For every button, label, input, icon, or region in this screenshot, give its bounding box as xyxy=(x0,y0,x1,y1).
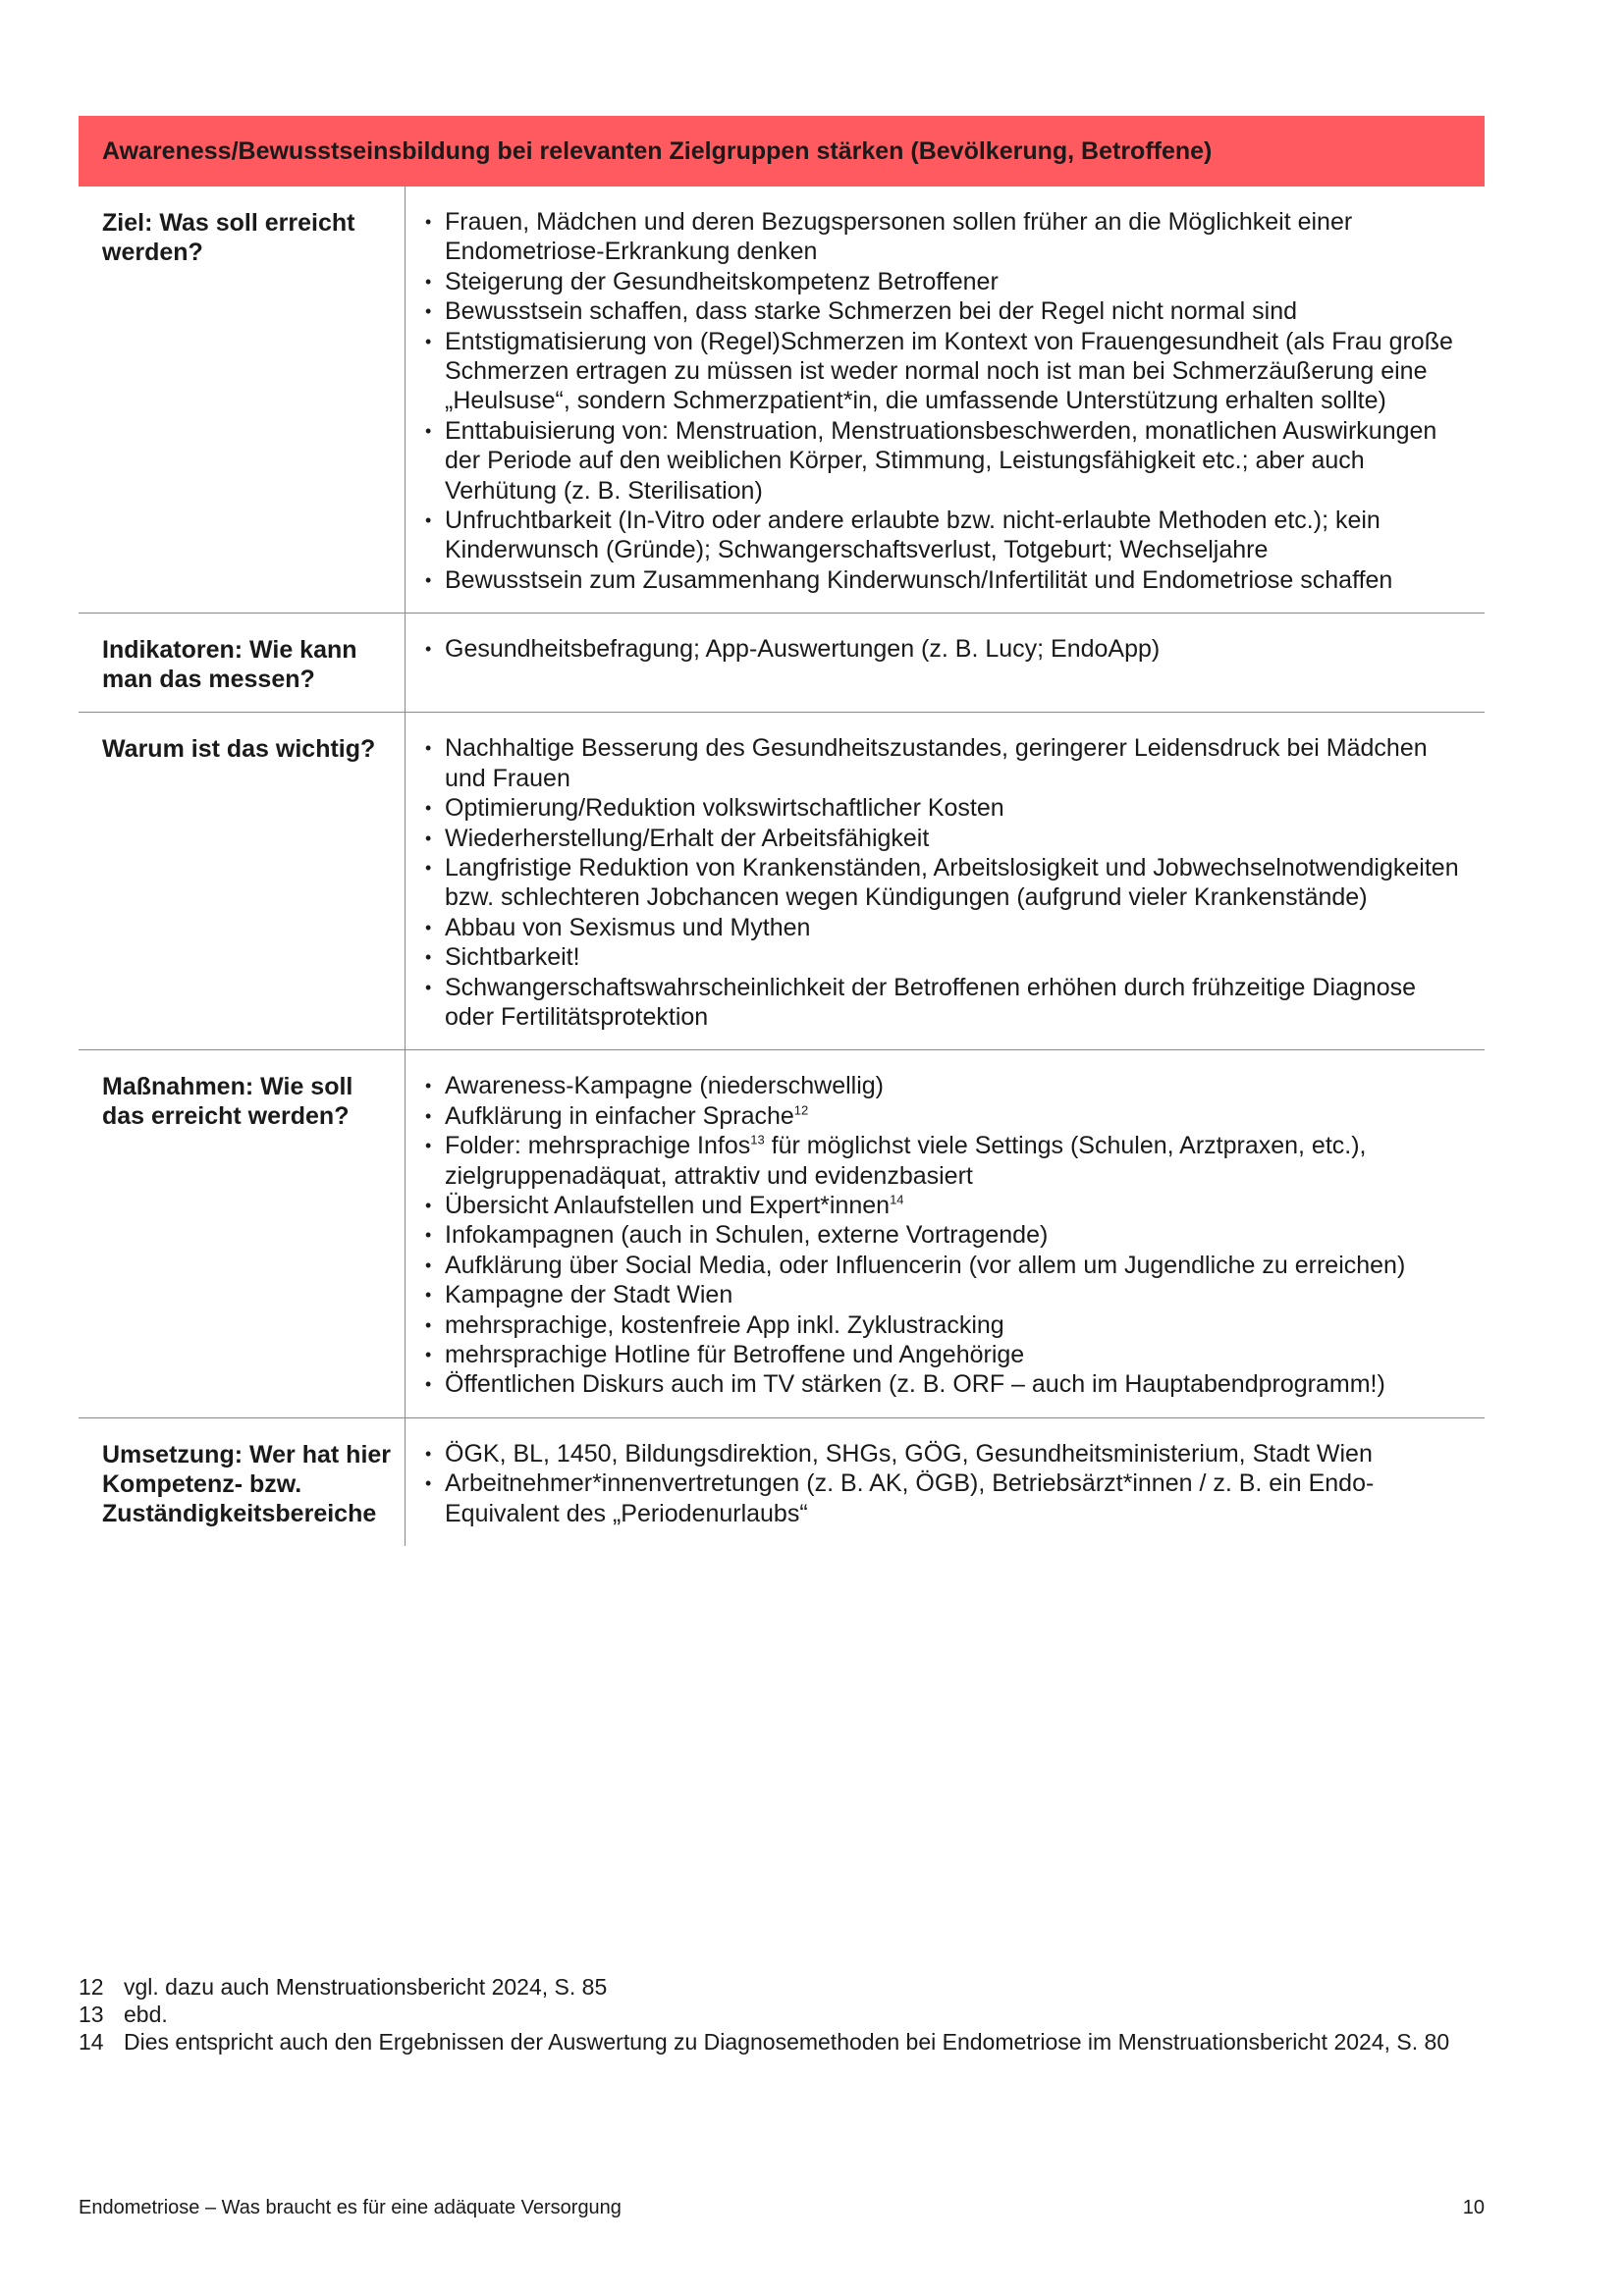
list-item: • Langfristige Reduktion von Krankenständen, Arbeitslosigkeit und Jobwechselnotwendigkeiten bzw. schlechteren Jobchancen wegen Kündigungen (aufgrund vieler Krankenstände) xyxy=(425,853,1465,913)
footnote xyxy=(79,2001,1492,2028)
list-item: • Unfruchtbarkeit (In-Vitro oder andere erlaubte bzw. nicht-erlaubte Methoden etc.); kein Kinderwunsch (Gründe); Schwangerschaftsverlust, Totgeburt; Wechseljahre xyxy=(425,506,1465,565)
table-row-ziel xyxy=(79,187,1485,614)
row-label: Maßnahmen: Wie soll das erreicht werden? xyxy=(79,1050,406,1416)
item-text: Folder: mehrsprachige Infos xyxy=(445,1132,751,1160)
footer-title: Endometriose – Was braucht es für eine adäquate Versorgung xyxy=(79,2197,622,2218)
list-item: • Gesundheitsbefragung; App-Auswertungen (z. B. Lucy; EndoApp) xyxy=(425,634,1465,664)
table-row-warum xyxy=(79,713,1485,1050)
table-header: Awareness/Bewusstseinsbildung bei relevanten Zielgruppen stärken (Bevölkerung, Betroffene) xyxy=(79,116,1485,187)
row-content xyxy=(406,713,1485,1049)
footnote-number: 13 xyxy=(79,2002,104,2027)
list-item: • Enttabuisierung von: Menstruation, Menstruationsbeschwerden, monatlichen Auswirkungen der Periode auf den weiblichen Körper, Stimmung, Leistungsfähigkeit etc.; aber auch Verhütung (z. B. Sterilisation) xyxy=(425,416,1465,506)
list-item: • Schwangerschaftswahrscheinlichkeit der Betroffenen erhöhen durch frühzeitige Diagnose oder Fertilitätsprotektion xyxy=(425,973,1465,1033)
footnote-number: 14 xyxy=(79,2029,104,2055)
table-row-umsetzung xyxy=(79,1418,1485,1546)
bullet-list xyxy=(425,733,1465,1032)
item-text: Übersicht Anlaufstellen und Expert*innen xyxy=(445,1191,891,1219)
list-item: • Optimierung/Reduktion volkswirtschaftlicher Kosten xyxy=(425,793,1465,823)
row-content xyxy=(406,1050,1485,1416)
list-item xyxy=(425,1131,1465,1191)
bullet-list xyxy=(425,207,1465,595)
list-item: • Kampagne der Stadt Wien xyxy=(425,1280,1465,1309)
table-row-indikatoren xyxy=(79,614,1485,713)
footnote-ref[interactable]: 12 xyxy=(793,1102,809,1118)
table-row-massnahmen xyxy=(79,1050,1485,1417)
footnote-text: ebd. xyxy=(124,2002,168,2027)
list-item: • Aufklärung über Social Media, oder Influencerin (vor allem um Jugendliche zu erreichen) xyxy=(425,1251,1465,1280)
footnote-text: Dies entspricht auch den Ergebnissen der Auswertung zu Diagnosemethoden bei Endometriose im Menstruationsbericht 2024, S. 80 xyxy=(124,2029,1450,2055)
list-item: • Awareness-Kampagne (niederschwellig) xyxy=(425,1071,1465,1100)
list-item: • Wiederherstellung/Erhalt der Arbeitsfähigkeit xyxy=(425,824,1465,853)
bullet-list xyxy=(425,634,1465,664)
bullet-list xyxy=(425,1071,1465,1399)
page-footer xyxy=(79,2197,1485,2219)
list-item: • Nachhaltige Besserung des Gesundheitszustandes, geringerer Leidensdruck bei Mädchen und Frauen xyxy=(425,733,1465,793)
list-item: • mehrsprachige Hotline für Betroffene und Angehörige xyxy=(425,1340,1465,1369)
list-item xyxy=(425,1191,1465,1220)
footnote-number: 12 xyxy=(79,1974,104,2000)
list-item: • Abbau von Sexismus und Mythen xyxy=(425,913,1465,942)
footnote xyxy=(79,2028,1492,2056)
page-number: 10 xyxy=(1462,2197,1485,2218)
list-item: • Frauen, Mädchen und deren Bezugspersonen sollen früher an die Möglichkeit einer Endometriose-Erkrankung denken xyxy=(425,207,1465,267)
row-content xyxy=(406,614,1485,712)
list-item: • Bewusstsein zum Zusammenhang Kinderwunsch/Infertilität und Endometriose schaffen xyxy=(425,565,1465,595)
list-item: • ÖGK, BL, 1450, Bildungsdirektion, SHGs, GÖG, Gesundheitsministerium, Stadt Wien xyxy=(425,1439,1465,1468)
footnotes xyxy=(79,1973,1492,2056)
footnote xyxy=(79,1973,1492,2001)
row-label: Ziel: Was soll erreicht werden? xyxy=(79,187,406,613)
footnote-ref[interactable]: 13 xyxy=(750,1132,765,1148)
item-text: Aufklärung in einfacher Sprache xyxy=(445,1101,794,1130)
footnote-text: vgl. dazu auch Menstruationsbericht 2024, S. 85 xyxy=(124,1974,608,2000)
row-label: Indikatoren: Wie kann man das messen? xyxy=(79,614,406,712)
list-item: • Infokampagnen (auch in Schulen, externe Vortragende) xyxy=(425,1220,1465,1250)
measures-table xyxy=(79,116,1485,1546)
row-content xyxy=(406,1418,1485,1546)
list-item: • Sichtbarkeit! xyxy=(425,942,1465,972)
list-item: • Arbeitnehmer*innenvertretungen (z. B. AK, ÖGB), Betriebsärzt*innen / z. B. ein Endo-Equivalent des „Periodenurlaubs“ xyxy=(425,1468,1465,1528)
footnote-ref[interactable]: 14 xyxy=(890,1192,904,1207)
row-label: Warum ist das wichtig? xyxy=(79,713,406,1049)
row-content xyxy=(406,187,1485,613)
bullet-list xyxy=(425,1439,1465,1528)
list-item: • Bewusstsein schaffen, dass starke Schmerzen bei der Regel nicht normal sind xyxy=(425,296,1465,326)
row-label: Umsetzung: Wer hat hier Kompetenz- bzw. Zuständigkeitsbereiche xyxy=(79,1418,406,1546)
list-item: • Entstigmatisierung von (Regel)Schmerzen im Kontext von Frauengesundheit (als Frau große Schmerzen ertragen zu müssen ist weder normal noch ist man bei Schmerzäußerung eine „Heulsuse“, sondern Schmerzpatient*in, die umfassende Unterstützung erhalten sollte) xyxy=(425,327,1465,416)
list-item xyxy=(425,1101,1465,1131)
list-item: • Steigerung der Gesundheitskompetenz Betroffener xyxy=(425,267,1465,296)
list-item: • Öffentlichen Diskurs auch im TV stärken (z. B. ORF – auch im Hauptabendprogramm!) xyxy=(425,1369,1465,1399)
item-text-rest: für möglichst viele Settings (Schulen, Arztpraxen, etc.), zielgruppenadäquat, attraktiv und evidenzbasiert xyxy=(445,1132,1367,1190)
list-item: • mehrsprachige, kostenfreie App inkl. Zyklustracking xyxy=(425,1310,1465,1340)
